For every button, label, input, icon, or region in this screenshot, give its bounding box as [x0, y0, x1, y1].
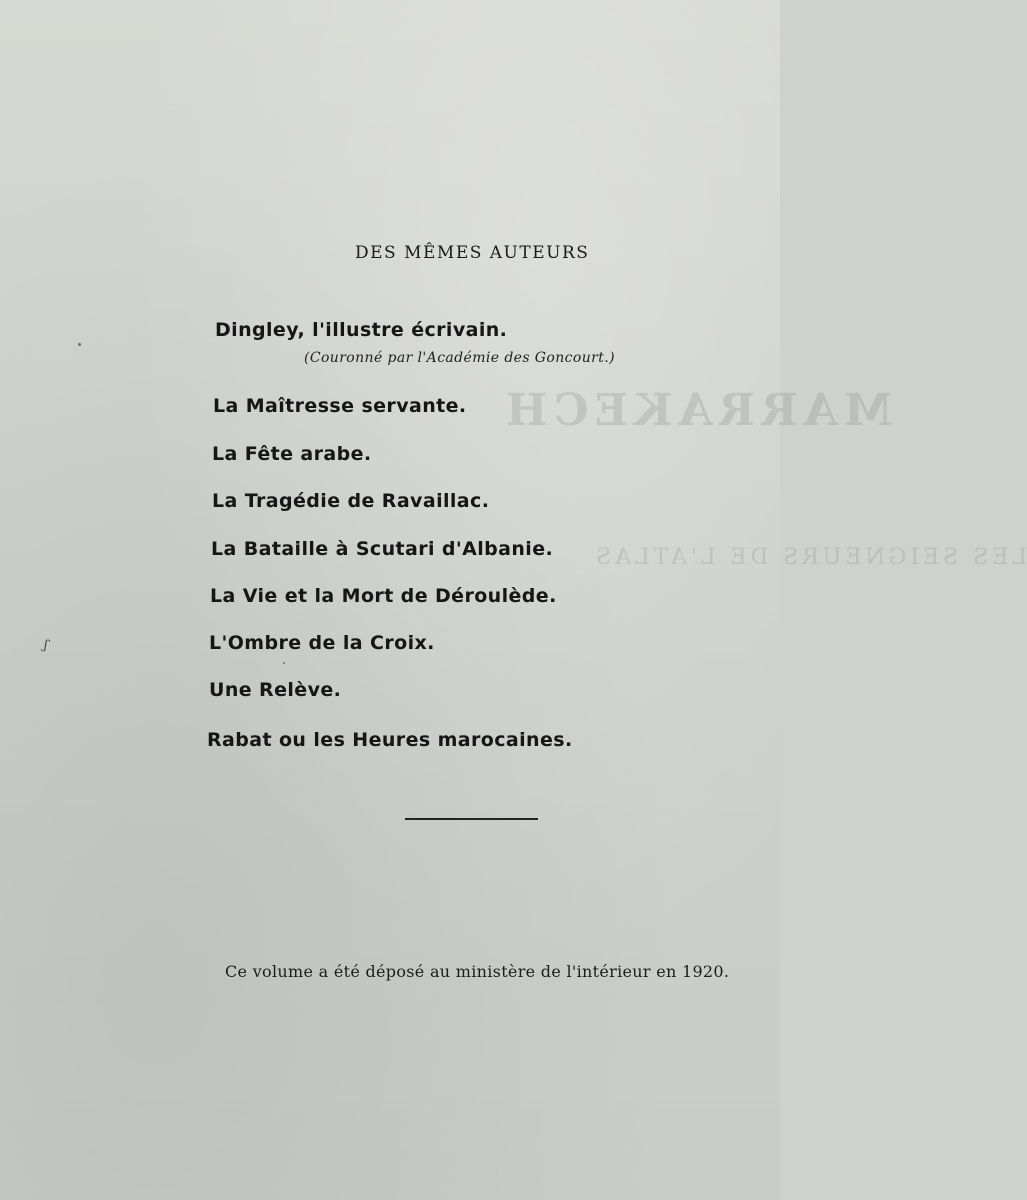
- work-title: L'Ombre de la Croix.: [209, 632, 435, 654]
- legal-deposit-notice: Ce volume a été déposé au ministère de l'intérieur en 1920.: [225, 962, 730, 981]
- work-title: Rabat ou les Heures marocaines.: [207, 729, 573, 751]
- paper-speck: [78, 343, 81, 346]
- work-title: Une Relève.: [209, 679, 342, 701]
- work-title: La Vie et la Mort de Déroulède.: [210, 585, 557, 607]
- work-title: La Bataille à Scutari d'Albanie.: [211, 538, 554, 560]
- divider-rule: [405, 818, 538, 820]
- work-title: La Fête arabe.: [212, 443, 372, 465]
- work-title: La Maîtresse servante.: [213, 395, 467, 417]
- show-through-text: MARRAKECH: [500, 385, 893, 436]
- paper-speck: [283, 662, 285, 664]
- work-title: La Tragédie de Ravaillac.: [212, 490, 490, 512]
- show-through-text: LES SEIGNEURS DE L'ATLAS: [592, 545, 1027, 570]
- ink-mark: ʃ: [41, 637, 50, 654]
- work-title: Dingley, l'illustre écrivain.: [215, 319, 508, 341]
- section-heading: DES MÊMES AUTEURS: [355, 243, 590, 263]
- award-note: (Couronné par l'Académie des Goncourt.): [304, 350, 615, 366]
